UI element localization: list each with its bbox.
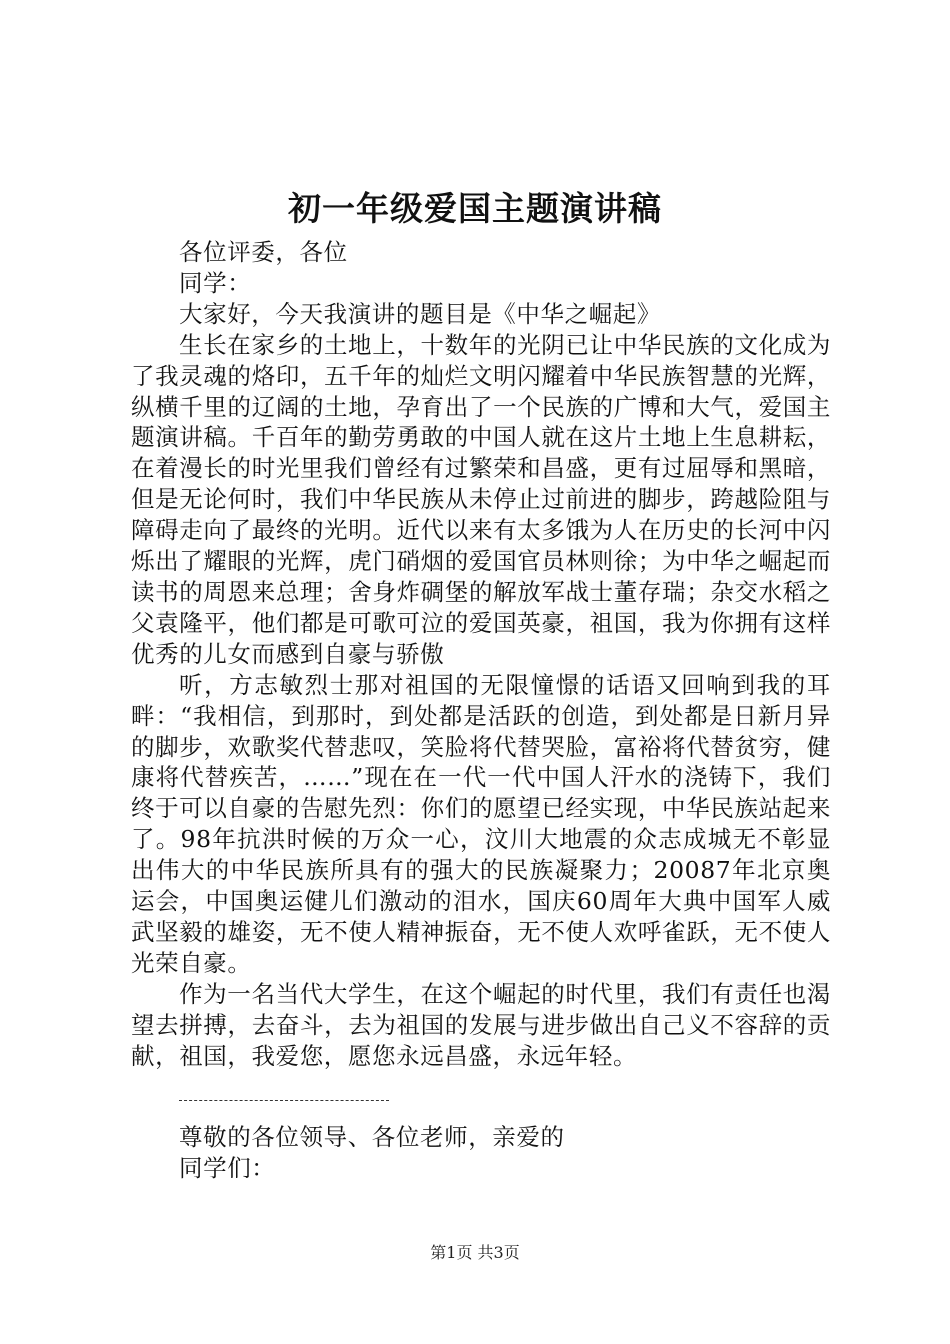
paragraph-2: 听，方志敏烈士那对祖国的无限憧憬的话语又回响到我的耳畔：“我相信，到那时，到处都是活跃的创造，到处都是日新月异的脚步，欢歌奖代替悲叹，笑脸将代替哭脸，富裕将代替贫穷，健康将代替疾苦，……”现在在一代一代中国人汗水的浇铸下，我们终于可以自豪的告慰先烈：你们的愿望已经实现，中华民族站起来了。98年抗洪时候的万众一心，汶川大地震的众志成城无不彰显出伟大的中华民族所具有的强大的民族凝聚力；20087年北京奥运会，中国奥运健儿们激动的泪水，国庆60周年大典中国军人威武坚毅的雄姿，无不使人精神振奋，无不使人欢呼雀跃，无不使人光荣自豪。 <box>131 670 831 977</box>
document-title: 初一年级爱国主题演讲稿 <box>288 189 662 228</box>
second-salutation-line-1: 尊敬的各位领导、各位老师，亲爱的 <box>179 1123 565 1151</box>
second-salutation-line-2: 同学们： <box>179 1153 276 1182</box>
salutation-line-2: 同学： <box>179 268 252 297</box>
speech-body <box>131 237 831 1071</box>
page-footer: 第1页 共3页 <box>430 1243 520 1262</box>
second-salutation <box>179 1122 829 1184</box>
intro-line: 大家好，今天我演讲的题目是《中华之崛起》 <box>179 299 661 328</box>
section-divider <box>179 1100 389 1101</box>
paragraph-1: 生长在家乡的土地上，十数年的光阴已让中华民族的文化成为了我灵魂的烙印，五千年的灿烂文明闪耀着中华民族智慧的光辉，纵横千里的辽阔的土地，孕育出了一个民族的广博和大气，爱国主题演讲稿。千百年的勤劳勇敢的中国人就在这片土地上生息耕耘，在着漫长的时光里我们曾经有过繁荣和昌盛，更有过屈辱和黑暗，但是无论何时，我们中华民族从未停止过前进的脚步，跨越险阻与障碍走向了最终的光明。近代以来有太多饿为人在历史的长河中闪烁出了耀眼的光辉，虎门硝烟的爱国官员林则徐；为中华之崛起而读书的周恩来总理；舍身炸碉堡的解放军战士董存瑞；杂交水稻之父袁隆平，他们都是可歌可泣的爱国英豪，祖国，我为你拥有这样优秀的儿女而感到自豪与骄傲 <box>131 330 831 668</box>
salutation-line-1: 各位评委，各位 <box>179 238 348 266</box>
paragraph-3: 作为一名当代大学生，在这个崛起的时代里，我们有责任也渴望去拼搏，去奋斗，去为祖国的发展与进步做出自己义不容辞的贡献，祖国，我爱您，愿您永远昌盛，永远年轻。 <box>131 979 831 1070</box>
